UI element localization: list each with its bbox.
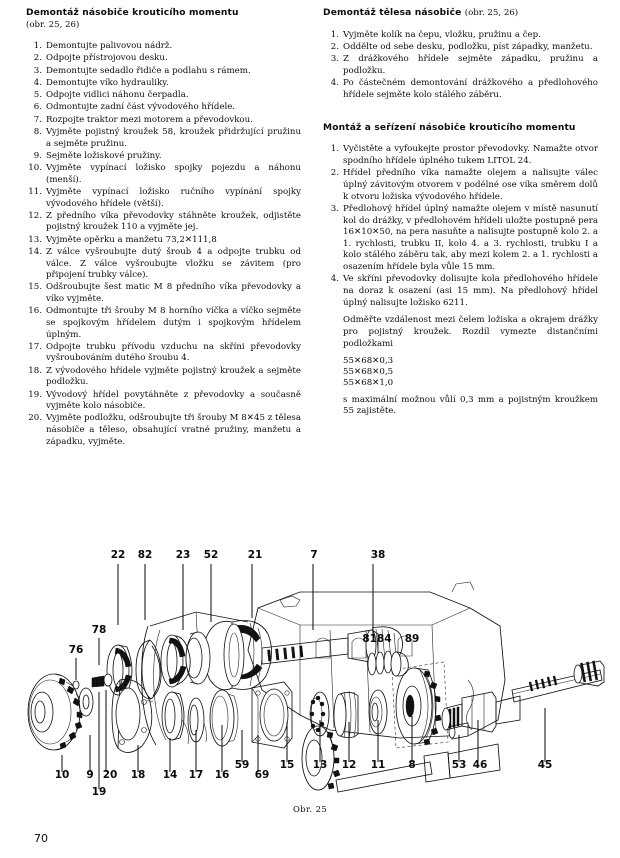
callout-label-8184: 8184 [362, 633, 392, 645]
left-step-number: 4. [33, 77, 42, 88]
left-step-text: Odmontujte zadní část vývodového hřídele. [46, 102, 236, 113]
left-steps-list [26, 41, 301, 448]
callout-label-76: 76 [68, 644, 84, 656]
right-step2-number: 4. [330, 274, 339, 285]
ring-16 [210, 690, 238, 746]
callout-label-15: 15 [279, 759, 295, 771]
callout-label-59: 59 [234, 759, 250, 771]
left-step-item [26, 211, 301, 234]
right-step1-item [323, 42, 598, 54]
left-step-number: 1. [33, 41, 42, 52]
right-step1-text: Z drážkového hřídele sejměte západku, pružinu a podložku. [343, 54, 598, 76]
callout-label-18: 18 [130, 769, 146, 781]
distance-washer-list [323, 356, 598, 388]
left-step-text: Odpojte trubku přívodu vzduchu na skříni převodovky vyšroubováním dutého šroubu 4. [46, 341, 301, 364]
left-heading-ref: (obr. 25, 26) [26, 19, 80, 30]
left-step-item [26, 342, 301, 365]
left-step-number: 20. [28, 413, 42, 424]
right-step1-number: 4. [330, 77, 339, 88]
right-column [323, 8, 598, 449]
left-step-text: Vývodový hřídel povytáhněte z převodovky a současně vyjměte kolo násobiče. [46, 389, 301, 412]
left-step-number: 8. [33, 126, 42, 137]
left-step-item [26, 115, 301, 127]
right-step2-text: Vyčistěte a vyfoukejte prostor převodovky. Namažte otvor spodního hřídele úplného tukem LITOL 24. [343, 144, 598, 167]
left-step-item [26, 235, 301, 247]
left-step-number: 2. [33, 53, 42, 64]
callout-label-38: 38 [370, 549, 386, 561]
left-step-number: 11. [28, 186, 42, 197]
callout-label-53: 53 [451, 759, 467, 771]
left-step-text: Z předního víka převodovky stáhněte kroužek, odjistěte pojistný kroužek 110 a vyjměte jej. [46, 210, 301, 233]
left-step-text: Odmontujte tři šrouby M 8 horního víčka a víčko sejměte se spojkovým hřídelem dutým i spojkovým hřídelem úplným. [46, 306, 301, 340]
callout-label-13: 13 [312, 759, 328, 771]
callout-label-22: 22 [110, 549, 126, 561]
callout-label-8: 8 [408, 759, 416, 771]
left-step-number: 9. [33, 150, 42, 161]
left-step-text: Z vývodového hřídele vyjměte pojistný kroužek a sejměte podložku. [46, 365, 301, 388]
left-step-text: Vyjměte podložku, odšroubujte tři šrouby M 8✕45 z tělesa násobiče a těleso, obsahující vratné pružiny, manžetu a západku, vyjměte. [46, 413, 301, 447]
left-step-item [26, 151, 301, 163]
left-step-number: 5. [33, 90, 42, 101]
right-step2-number: 2. [330, 168, 339, 179]
callout-label-21: 21 [247, 549, 263, 561]
figure-caption: Obr. 25 [292, 804, 328, 814]
right-step1-text: Vyjměte kolík na čepu, vložku, pružinu a čep. [343, 29, 541, 40]
left-step-item [26, 413, 301, 448]
left-step-number: 15. [28, 282, 42, 293]
washer-9 [79, 688, 93, 716]
left-step-item [26, 127, 301, 150]
right-step2-text: Ve skříni převodovky dolisujte kola předlohového hřídele na doraz k osazení (asi 15 mm). Na předlohový hřídel úplný nalisujte ložisko 6211. [343, 274, 598, 308]
output-shaft-assembly [442, 661, 604, 739]
right-step1-item [323, 78, 598, 101]
callout-label-7: 7 [310, 549, 318, 561]
right-step2-number: 1. [330, 144, 339, 155]
callout-label-20: 20 [102, 769, 118, 781]
right-section-heading-1 [323, 8, 598, 20]
text-columns [26, 8, 598, 449]
left-step-text: Vyjměte pojistný kroužek 58, kroužek přidržující pružinu a sejměte pružinu. [46, 126, 301, 149]
left-step-item [26, 366, 301, 389]
left-step-text: Demontujte víko hydrauliky. [46, 77, 169, 88]
callout-label-89: 89 [404, 633, 420, 645]
right-steps-list-1 [323, 30, 598, 102]
distance-washer-size: 55✕68✕0,3 [343, 356, 394, 367]
left-step-item [26, 163, 301, 186]
left-step-item [26, 306, 301, 341]
left-step-number: 19. [28, 389, 42, 400]
callout-label-46: 46 [472, 759, 488, 771]
callout-layer [55, 549, 553, 798]
right-heading-1-title: Demontáž tělesa násobiče [323, 8, 462, 18]
callout-label-11: 11 [370, 759, 386, 771]
left-step-item [26, 41, 301, 53]
right-step2-text: Předlohový hřídel úplný namažte olejem v místě nasunutí kol do drážky, v předlohovém hřídeli uložte postupně pera 16✕10✕50, na pera nasuňte a nalisujte postupně kolo 2. a 1. rychlosti, trubku II, kolo 4. a 3. rychlosti, trubku I a kolo stálého záběru tak, aby mezi kolem 2. a 1. rychlosti a osazením hřídele byla vůle 15 mm. [343, 203, 598, 273]
left-step-number: 3. [33, 65, 42, 76]
left-step-text: Vyjměte vypínací ložisko spojky pojezdu a náhonu (menší). [46, 163, 301, 185]
callout-label-12: 12 [341, 759, 357, 771]
page-number: 70 [34, 832, 48, 845]
callout-label-10: 10 [54, 769, 70, 781]
left-step-number: 14. [28, 246, 42, 257]
distance-washer-size: 55✕68✕1,0 [343, 377, 394, 388]
left-heading-title: Demontáž násobiče krouticího momentu [26, 8, 239, 18]
left-step-number: 7. [33, 114, 42, 125]
left-step-text: Demontujte palivovou nádrž. [46, 41, 173, 52]
final-paragraph: s maximální možnou vůlí 0,3 mm a pojistným kroužkem 55 zajistěte. [343, 394, 598, 417]
callout-label-23: 23 [175, 549, 191, 561]
left-step-number: 10. [28, 163, 42, 173]
left-step-item [26, 102, 301, 114]
left-step-text: Odpojte vidlici náhonu čerpadla. [46, 90, 189, 101]
right-step1-item [323, 54, 598, 77]
callout-label-17: 17 [188, 769, 204, 781]
right-step2-item [323, 274, 598, 309]
left-column [26, 8, 301, 449]
right-step1-text: Po částečném demontování drážkového a předlohového hřídele sejměte kolo stálého záběru. [343, 77, 598, 100]
callout-label-45: 45 [537, 759, 553, 771]
left-step-text: Odpojte přístrojovou desku. [46, 53, 168, 64]
right-step1-text: Oddělte od sebe desku, podložku, píst západky, manžetu. [343, 41, 593, 52]
small-parts-76-78 [73, 674, 112, 689]
left-section-heading [26, 8, 301, 31]
left-step-number: 13. [28, 234, 42, 245]
callout-label-69: 69 [254, 769, 270, 781]
left-step-item [26, 187, 301, 210]
callout-label-16: 16 [214, 769, 230, 781]
left-step-item [26, 53, 301, 65]
measure-intro-paragraph: Odměřte vzdálenost mezi čelem ložiska a okrajem drážky pro pojistný kroužek. Rozdíl vymezte distančními podložkami [343, 315, 598, 349]
callout-label-14: 14 [162, 769, 178, 781]
right-step2-text: Hřídel předního víka namažte olejem a nalisujte válec úplný závitovým otvorem v podélné ose víka směrem dolů k otvoru ložiska vývodového hřídele. [343, 168, 598, 202]
right-step2-item [323, 168, 598, 203]
right-steps-list-2 [323, 144, 598, 309]
left-step-text: Demontujte sedadlo řidiče a podlahu s rámem. [46, 65, 251, 76]
ring-14 [162, 692, 184, 740]
left-step-item [26, 90, 301, 102]
right-step2-item [323, 144, 598, 167]
left-step-number: 16. [28, 306, 42, 317]
left-step-item [26, 282, 301, 305]
right-heading-2-title: Montáž a seřízení násobiče krouticího momentu [323, 122, 576, 133]
right-step1-number: 2. [330, 41, 339, 52]
callout-label-9: 9 [86, 769, 94, 781]
left-step-item [26, 78, 301, 90]
distance-washer-size: 55✕68✕0,5 [343, 366, 394, 377]
left-step-number: 18. [28, 365, 42, 376]
right-step2-number: 3. [330, 203, 339, 214]
small-rings-81-84-89 [368, 651, 408, 676]
left-step-text: Sejměte ložiskové pružiny. [46, 150, 162, 161]
snap-ring-82 [136, 640, 161, 702]
left-step-item [26, 390, 301, 413]
callout-label-19: 19 [91, 786, 107, 798]
callout-label-52: 52 [203, 549, 219, 561]
right-step1-number: 1. [330, 29, 339, 40]
left-step-text: Z válce vyšroubujte dutý šroub 4 a odpojte trubku od válce. Z válce vyšroubujte vložku se závitem (pro připojení trubky válce). [46, 246, 301, 281]
right-step1-item [323, 30, 598, 42]
left-step-number: 12. [28, 210, 42, 221]
left-step-text: Rozpojte traktor mezi motorem a převodovkou. [46, 114, 253, 125]
callout-label-82: 82 [137, 549, 153, 561]
left-step-text: Vyjměte vypínací ložisko ručního vypínání spojky vývodového hřídele (větší). [46, 186, 301, 209]
left-step-item [26, 66, 301, 78]
exploded-view-figure [0, 530, 620, 830]
left-step-number: 6. [33, 102, 42, 113]
left-step-item [26, 247, 301, 282]
right-heading-1-ref: (obr. 25, 26) [464, 8, 519, 18]
clutch-release-sleeve-21 [204, 621, 272, 690]
callout-label-78: 78 [91, 624, 107, 636]
right-section-heading-2 [323, 123, 598, 135]
left-step-text: Vyjměte opěrku a manžetu 73,2✕111,8 [46, 234, 217, 245]
left-step-text: Odšroubujte šest matic M 8 předního víka převodovky a víko vyjměte. [46, 282, 301, 305]
right-step2-item [323, 204, 598, 274]
right-step1-number: 3. [330, 54, 339, 65]
left-step-number: 17. [28, 341, 42, 352]
